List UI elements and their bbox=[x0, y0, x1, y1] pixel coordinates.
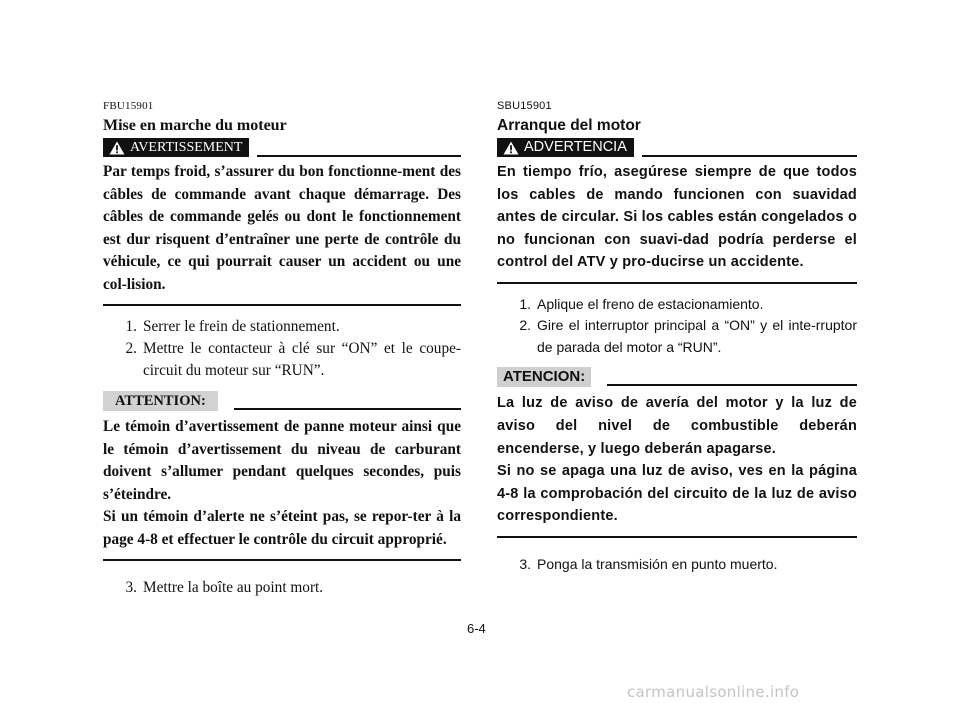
attention-rule bbox=[607, 384, 857, 386]
step-number: 1. bbox=[125, 318, 137, 335]
step-text: Mettre le contacteur à clé sur “ON” et le coupe-circuit du moteur sur “RUN”. bbox=[143, 340, 461, 379]
warning-rule bbox=[257, 155, 461, 157]
list-item bbox=[497, 315, 857, 358]
list-item bbox=[103, 338, 461, 382]
step-number: 2. bbox=[519, 317, 531, 334]
step-number: 2. bbox=[125, 340, 137, 357]
section-heading: Mise en marche du moteur bbox=[103, 117, 287, 134]
warning-rule bbox=[642, 155, 857, 157]
warning-text: Par temps froid, s’assurer du bon fonctionne-ment des câbles de commande avant chaque démarrage. Des câbles de commande gelés ou dont le fonctionnement est dur risquent d’entraîner une perte de contrôle du véhicule, ce qui pourrait causer un accident ou une col-lision. bbox=[103, 161, 461, 306]
attention-badge: ATTENTION: bbox=[103, 391, 218, 411]
attention-rule bbox=[234, 408, 461, 410]
warning-header bbox=[103, 137, 461, 157]
attention-paragraph: La luz de aviso de avería del motor y la luz de aviso del nivel de combustible deberán encenderse, y luego deberán apagarse. bbox=[497, 395, 857, 457]
list-item bbox=[497, 554, 857, 576]
warning-header bbox=[497, 137, 857, 157]
warning-label: ADVERTENCIA bbox=[524, 139, 627, 155]
attention-text bbox=[497, 392, 857, 538]
attention-text bbox=[103, 416, 461, 561]
step-list bbox=[497, 554, 857, 576]
list-item bbox=[497, 294, 857, 316]
attention-paragraph: Le témoin d’avertissement de panne moteur ainsi que le témoin d’avertissement du niveau de carburant doivent s’allumer pendant quelques secondes, puis s’éteindre. bbox=[103, 418, 461, 503]
list-item bbox=[103, 316, 461, 338]
step-number: 3. bbox=[125, 579, 137, 596]
attention-header bbox=[103, 390, 461, 412]
section-heading: Arranque del motor bbox=[497, 117, 641, 134]
step-text: Mettre la boîte au point mort. bbox=[143, 579, 324, 596]
step-text: Aplique el freno de estacionamiento. bbox=[537, 295, 764, 312]
attention-paragraph: Si no se apaga una luz de aviso, ves en la página 4-8 la comprobación del circuito de la luz de aviso correspondiente. bbox=[497, 463, 857, 525]
step-list bbox=[103, 577, 461, 599]
attention-badge: ATENCION: bbox=[497, 367, 591, 387]
warning-text: En tiempo frío, asegúrese siempre de que todos los cables de mando funcionen con suavidad antes de circular. Si los cables están congelados o no funcionan con suavi-dad podría perderse el control del ATV y pro-ducirse un accidente. bbox=[497, 161, 857, 284]
warning-badge bbox=[103, 138, 249, 157]
step-number: 1. bbox=[519, 295, 531, 312]
warning-triangle-icon bbox=[503, 141, 519, 155]
step-text: Serrer le frein de stationnement. bbox=[143, 318, 340, 335]
spanish-column bbox=[497, 100, 857, 576]
attention-header bbox=[497, 366, 857, 388]
step-list bbox=[103, 316, 461, 382]
page-number: 6-4 bbox=[467, 621, 486, 636]
step-list bbox=[497, 294, 857, 359]
attention-paragraph: Si un témoin d’alerte ne s’éteint pas, se repor-ter à la page 4-8 et effectuer le contrôle du circuit approprié. bbox=[103, 508, 461, 548]
step-number: 3. bbox=[519, 556, 531, 573]
warning-badge bbox=[497, 138, 634, 157]
list-item bbox=[103, 577, 461, 599]
warning-triangle-icon bbox=[109, 141, 125, 155]
french-column bbox=[103, 100, 461, 599]
warning-label: AVERTISSEMENT bbox=[130, 140, 243, 155]
watermark: carmanualsonline.info bbox=[627, 683, 800, 701]
step-text: Ponga la transmisión en punto muerto. bbox=[537, 556, 778, 573]
section-code: SBU15901 bbox=[497, 100, 552, 112]
step-text: Gire el interruptor principal a “ON” y el inte-rruptor de parada del motor a “RUN”. bbox=[537, 317, 857, 355]
section-code: FBU15901 bbox=[103, 100, 154, 112]
